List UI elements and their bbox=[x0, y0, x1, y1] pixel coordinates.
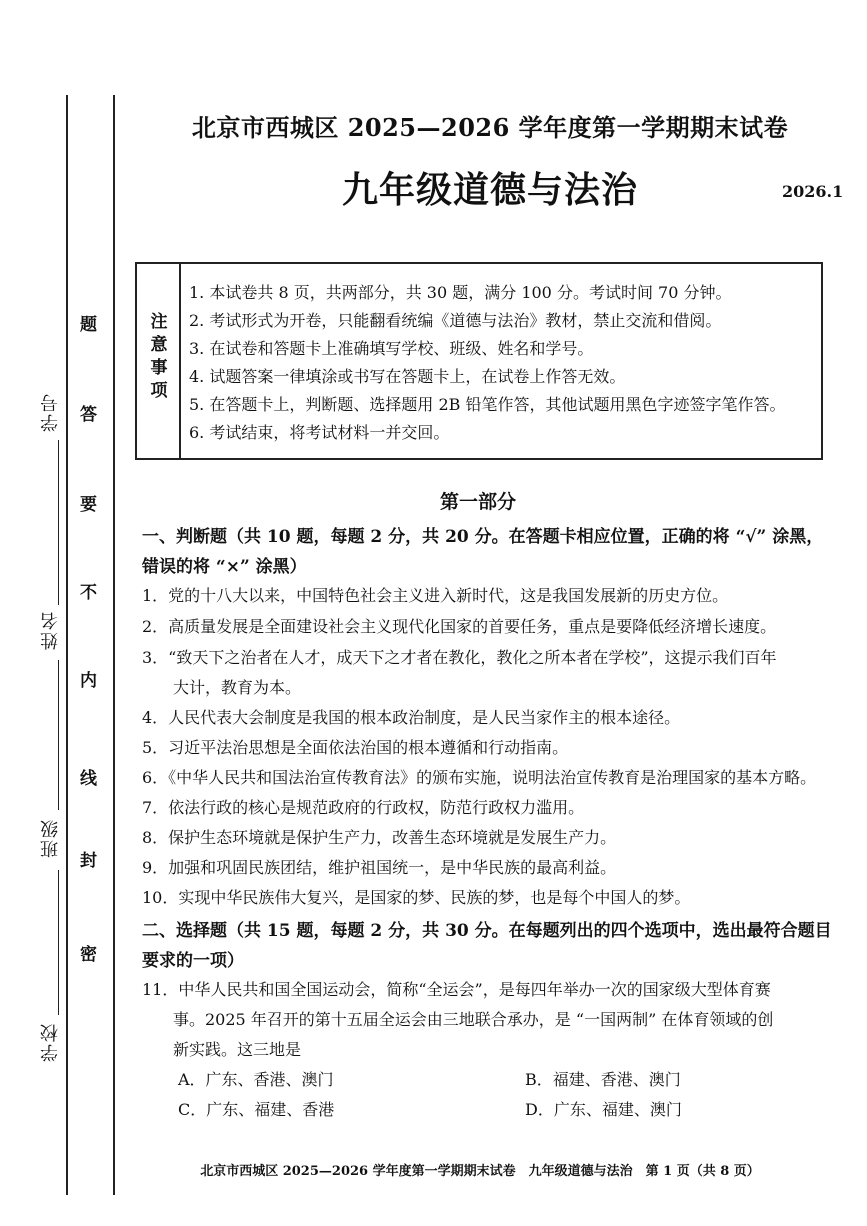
binding-line-left bbox=[66, 95, 68, 1195]
option-a: A．广东、香港、澳门 bbox=[178, 1070, 334, 1089]
section2-heading-cont: 要求的一项） bbox=[142, 951, 244, 971]
seal-char: 线 bbox=[80, 769, 97, 789]
question-10: 10．实现中华民族伟大复兴，是国家的梦、民族的梦，也是每个中国人的梦。 bbox=[142, 888, 691, 907]
notice-item: 1. 本试卷共 8 页，共两部分，共 30 题，满分 100 分。考试时间 70 分钟。 bbox=[189, 283, 732, 302]
exam-title: 北京市西城区 2025—2026 学年度第一学期期末试卷 bbox=[191, 113, 789, 142]
question-2: 2．高质量发展是全面建设社会主义现代化国家的首要任务，重点是要降低经济增长速度。 bbox=[142, 617, 777, 636]
notice-item: 2. 考试形式为开卷，只能翻看统编《道德与法治》教材，禁止交流和借阅。 bbox=[189, 311, 722, 330]
student-id-label: 学号 bbox=[40, 392, 61, 432]
seal-char: 题 bbox=[80, 315, 97, 335]
subject-title: 九年级道德与法治 bbox=[341, 169, 638, 211]
seal-char: 要 bbox=[80, 495, 97, 515]
option-d: D．广东、福建、澳门 bbox=[525, 1100, 682, 1119]
class-field[interactable] bbox=[58, 660, 59, 810]
page-footer: 北京市西城区 2025—2026 学年度第一学期期末试卷 九年级道德与法治 第 1 页（共 8 页） bbox=[200, 1164, 760, 1179]
question-7: 7．依法行政的核心是规范政府的行政权，防范行政权力滥用。 bbox=[142, 798, 585, 817]
question-4: 4．人民代表大会制度是我国的根本政治制度，是人民当家作主的根本途径。 bbox=[142, 708, 681, 727]
part-title: 第一部分 bbox=[440, 491, 517, 513]
notice-item: 3. 在试卷和答题卡上准确填写学校、班级、姓名和学号。 bbox=[189, 339, 594, 358]
section1-heading: 一、判断题（共 10 题，每题 2 分，共 20 分。在答题卡相应位置，正确的将 “√” 涂黑， bbox=[142, 527, 824, 547]
question-5: 5．习近平法治思想是全面依法治国的根本遵循和行动指南。 bbox=[142, 738, 569, 757]
notice-item: 6. 考试结束，将考试材料一并交回。 bbox=[189, 423, 450, 442]
question-11: 11．中华人民共和国全国运动会，简称“全运会”，是每四年举办一次的国家级大型体育赛 bbox=[142, 980, 771, 999]
question-8: 8．保护生态环境就是保护生产力，改善生态环境就是发展生产力。 bbox=[142, 828, 617, 847]
binding-line-right bbox=[113, 95, 115, 1195]
question-11-cont: 新实践。这三地是 bbox=[173, 1040, 302, 1059]
option-b: B．福建、香港、澳门 bbox=[525, 1070, 681, 1089]
name-field[interactable] bbox=[58, 440, 59, 605]
question-6: 6．《中华人民共和国法治宣传教育法》的颁布实施，说明法治宣传教育是治理国家的基本方略。 bbox=[142, 768, 817, 787]
option-c: C．广东、福建、香港 bbox=[178, 1100, 335, 1119]
exam-date: 2026.1 bbox=[782, 182, 844, 201]
question-3: 3．“致天下之治者在人才，成天下之才者在教化，教化之所本者在学校”，这提示我们百年 bbox=[142, 648, 777, 667]
seal-char: 答 bbox=[80, 405, 97, 425]
school-label: 学校 bbox=[40, 1022, 61, 1062]
notice-header bbox=[137, 264, 181, 458]
question-3-cont: 大计，教育为本。 bbox=[173, 678, 302, 697]
school-field[interactable] bbox=[58, 870, 59, 1015]
seal-char: 内 bbox=[80, 671, 97, 691]
name-label: 姓名 bbox=[40, 610, 61, 650]
class-label: 班级 bbox=[40, 818, 61, 858]
seal-char: 密 bbox=[80, 945, 97, 965]
seal-char: 不 bbox=[80, 583, 97, 603]
question-9: 9．加强和巩固民族团结，维护祖国统一，是中华民族的最高利益。 bbox=[142, 858, 617, 877]
seal-char: 封 bbox=[80, 851, 97, 871]
notice-label: 注意事项 bbox=[150, 312, 168, 401]
question-11-cont: 事。2025 年召开的第十五届全运会由三地联合承办，是 “一国两制” 在体育领域的创 bbox=[173, 1010, 774, 1029]
section1-heading-cont: 错误的将 “×” 涂黑） bbox=[142, 557, 307, 577]
section2-heading: 二、选择题（共 15 题，每题 2 分，共 30 分。在每题列出的四个选项中，选出最符合题目 bbox=[142, 921, 832, 941]
question-1: 1．党的十八大以来，中国特色社会主义进入新时代，这是我国发展新的历史方位。 bbox=[142, 586, 729, 605]
notice-item: 4. 试题答案一律填涂或书写在答题卡上，在试卷上作答无效。 bbox=[189, 367, 626, 386]
notice-box bbox=[135, 262, 823, 460]
notice-item: 5. 在答题卡上，判断题、选择题用 2B 铅笔作答，其他试题用黑色字迹签字笔作答。 bbox=[189, 395, 786, 414]
